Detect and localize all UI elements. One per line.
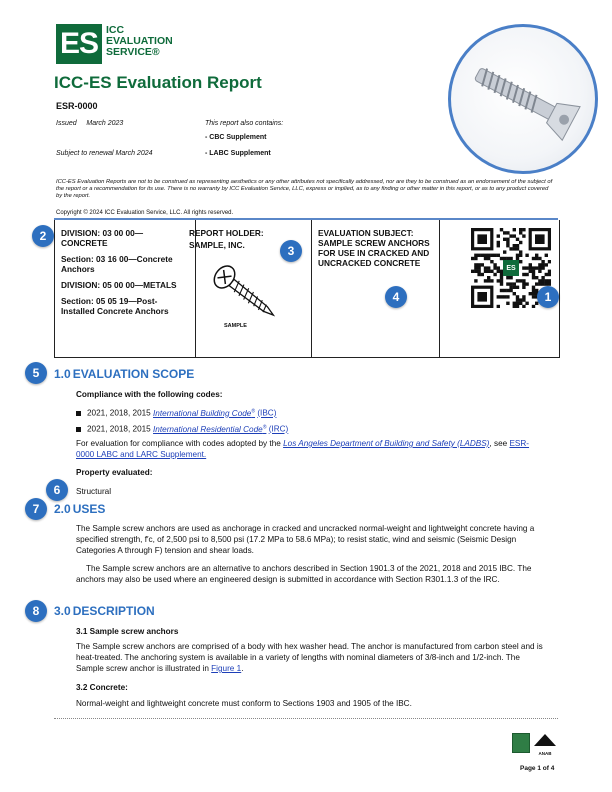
callout-badge-4: 4 bbox=[385, 286, 407, 308]
section-2-heading bbox=[54, 502, 105, 516]
qr-module bbox=[548, 273, 551, 276]
qr-module bbox=[541, 266, 544, 269]
qr-module bbox=[525, 266, 528, 269]
qr-module bbox=[516, 238, 519, 241]
qr-module bbox=[497, 234, 500, 237]
qr-module bbox=[519, 254, 522, 257]
qr-module bbox=[538, 279, 541, 282]
qr-module bbox=[522, 279, 525, 282]
property-value: Structural bbox=[76, 487, 112, 496]
qr-module bbox=[477, 266, 480, 269]
qr-module bbox=[506, 302, 509, 305]
qr-module bbox=[529, 263, 532, 266]
qr-module bbox=[532, 270, 535, 273]
qr-module bbox=[497, 279, 500, 282]
qr-module bbox=[513, 244, 516, 247]
report-holder-name: SAMPLE, INC. bbox=[189, 240, 245, 250]
qr-module bbox=[509, 289, 512, 292]
qr-module bbox=[522, 295, 525, 298]
qr-module bbox=[471, 270, 474, 273]
qr-module bbox=[535, 257, 538, 260]
qr-module bbox=[500, 289, 503, 292]
subsection-3-1-text: The Sample screw anchors are comprised of a body with hex washer head. The anchor is manufactured from carbon steel and is heat-treated. The anchoring system is available in a variety of lengths with nominal diameters of 3/8-inch and 1/2-inch. The Sample screw anchor is illustrated in Figure 1. bbox=[76, 642, 543, 673]
qr-module bbox=[506, 241, 509, 244]
irc-link[interactable]: International Residential Code® bbox=[153, 424, 267, 434]
qr-module bbox=[487, 257, 490, 260]
qr-module bbox=[519, 298, 522, 301]
qr-module bbox=[500, 279, 503, 282]
qr-module bbox=[541, 263, 544, 266]
qr-module bbox=[484, 270, 487, 273]
qr-module bbox=[535, 276, 538, 279]
qr-module bbox=[509, 276, 512, 279]
qr-module bbox=[522, 234, 525, 237]
code-ibc-item bbox=[76, 406, 276, 419]
qr-center-text: ES bbox=[506, 265, 516, 273]
qr-module bbox=[532, 292, 535, 295]
qr-module bbox=[541, 279, 544, 282]
qr-module bbox=[519, 302, 522, 305]
qr-module bbox=[493, 254, 496, 257]
qr-module bbox=[487, 276, 490, 279]
section-3-title: DESCRIPTION bbox=[72, 604, 155, 618]
qr-module bbox=[538, 266, 541, 269]
qr-module bbox=[522, 282, 525, 285]
qr-module bbox=[532, 276, 535, 279]
copyright: Copyright © 2024 ICC Evaluation Service, LLC. All rights reserved. bbox=[56, 210, 234, 216]
subsection-3-2-heading: 3.2 Concrete: bbox=[76, 683, 128, 692]
evaluation-subject: EVALUATION SUBJECT: SAMPLE SCREW ANCHORS FOR USE IN CRACKED AND UNCRACKED CONCRETE bbox=[318, 228, 430, 268]
anab-logo bbox=[534, 733, 556, 756]
qr-module bbox=[484, 279, 487, 282]
uses-paragraph-2: The Sample screw anchors are an alternative to anchors described in Section 1901.3 of the 2021, 2018 and 2015 IBC. The anchors may also be used where an engineered design is submitted in accordance with Section R301.1.3 of the IRC. bbox=[76, 564, 532, 584]
figure-1-link[interactable]: Figure 1 bbox=[211, 664, 242, 673]
qr-module bbox=[503, 257, 506, 260]
ladbs-paragraph bbox=[76, 438, 546, 460]
qr-module bbox=[538, 282, 541, 285]
qr-module bbox=[513, 292, 516, 295]
qr-module bbox=[490, 279, 493, 282]
report-title: ICC-ES Evaluation Report bbox=[54, 73, 262, 92]
product-photo bbox=[448, 24, 598, 174]
qr-module bbox=[487, 266, 490, 269]
property-label: Property evaluated: bbox=[76, 468, 153, 477]
qr-module bbox=[484, 257, 487, 260]
ladbs-supplement-link[interactable]: ESR-0000 LABC and LARC Supplement. bbox=[76, 439, 530, 459]
qr-module bbox=[500, 257, 503, 260]
qr-module bbox=[529, 266, 532, 269]
ibc-name: International Building Code bbox=[153, 408, 252, 418]
qr-module bbox=[493, 273, 496, 276]
qr-module bbox=[500, 270, 503, 273]
es-logo: ES bbox=[56, 24, 102, 64]
qr-module bbox=[545, 254, 548, 257]
qr-module bbox=[497, 266, 500, 269]
qr-module bbox=[490, 254, 493, 257]
esr-number: ESR-0000 bbox=[56, 101, 98, 111]
qr-module bbox=[497, 244, 500, 247]
ladbs-link[interactable]: Los Angeles Department of Building and Safety (LADBS) bbox=[283, 439, 490, 448]
qr-module bbox=[497, 254, 500, 257]
callout-badge-6: 6 bbox=[46, 479, 68, 501]
logo-line-1: ICC bbox=[106, 24, 125, 36]
qr-module bbox=[506, 289, 509, 292]
callout-badge-7: 7 bbox=[25, 498, 47, 520]
division-1: DIVISION: 03 00 00—CONCRETE bbox=[61, 228, 144, 248]
qr-module bbox=[513, 302, 516, 305]
qr-module bbox=[506, 276, 509, 279]
qr-module bbox=[548, 279, 551, 282]
qr-module bbox=[519, 228, 522, 231]
qr-module bbox=[509, 257, 512, 260]
qr-module bbox=[484, 254, 487, 257]
qr-module bbox=[516, 295, 519, 298]
disclaimer-text: ICC-ES Evaluation Reports are not to be construed as representing aesthetics or any other attributes not specifically addressed, nor are they to be construed as an endorsement of the subject of the report or a recommendation for its use. There is no warranty by ICC Evaluation Service, LLC, express or implied, as to any finding or other matter in this report, or as to any product covered by the report. bbox=[56, 179, 553, 199]
qr-module bbox=[516, 254, 519, 257]
qr-module bbox=[506, 257, 509, 260]
ibc-abbr-link[interactable]: (IBC) bbox=[257, 408, 277, 418]
bullet-icon bbox=[76, 427, 81, 432]
qr-module bbox=[532, 257, 535, 260]
bullet-icon bbox=[76, 411, 81, 416]
qr-module bbox=[474, 270, 477, 273]
qr-module bbox=[541, 260, 544, 263]
ladbs-mid: , see bbox=[489, 439, 508, 448]
footer-green-logo-icon bbox=[512, 733, 530, 753]
qr-module bbox=[503, 238, 506, 241]
screw-label: SAMPLE bbox=[224, 323, 247, 329]
qr-module bbox=[477, 270, 480, 273]
qr-module bbox=[474, 257, 477, 260]
ibc-link[interactable]: International Building Code® bbox=[153, 408, 256, 418]
qr-module bbox=[474, 279, 477, 282]
qr-module bbox=[525, 282, 528, 285]
qr-module bbox=[506, 238, 509, 241]
qr-module bbox=[474, 254, 477, 257]
screw-photo-icon bbox=[451, 27, 595, 171]
issued-label: Issued bbox=[56, 120, 77, 127]
callout-badge-8: 8 bbox=[25, 600, 47, 622]
qr-module bbox=[519, 260, 522, 263]
qr-module bbox=[548, 260, 551, 263]
qr-module bbox=[545, 263, 548, 266]
qr-module bbox=[509, 247, 512, 250]
qr-module bbox=[532, 266, 535, 269]
page-number: Page 1 of 4 bbox=[520, 765, 555, 772]
qr-module bbox=[545, 273, 548, 276]
section-3-heading bbox=[54, 604, 155, 618]
qr-module bbox=[516, 257, 519, 260]
qr-module bbox=[513, 286, 516, 289]
qr-module bbox=[522, 228, 525, 231]
qr-module bbox=[516, 247, 519, 250]
qr-module bbox=[516, 305, 519, 308]
qr-finder bbox=[477, 292, 487, 302]
qr-module bbox=[506, 282, 509, 285]
section-1-heading bbox=[54, 367, 194, 381]
qr-module bbox=[513, 228, 516, 231]
qr-module bbox=[519, 241, 522, 244]
qr-module bbox=[516, 244, 519, 247]
qr-module bbox=[541, 282, 544, 285]
screw-drawing-icon bbox=[205, 258, 285, 328]
qr-module bbox=[481, 273, 484, 276]
labc-supplement: - LABC Supplement bbox=[205, 150, 271, 157]
qr-module bbox=[529, 292, 532, 295]
qr-module bbox=[538, 270, 541, 273]
qr-module bbox=[535, 266, 538, 269]
qr-module bbox=[538, 263, 541, 266]
callout-badge-5: 5 bbox=[25, 362, 47, 384]
qr-module bbox=[513, 234, 516, 237]
qr-module bbox=[516, 286, 519, 289]
qr-module bbox=[474, 263, 477, 266]
qr-module bbox=[522, 298, 525, 301]
report-holder-label: REPORT HOLDER: bbox=[189, 228, 264, 238]
qr-module bbox=[516, 302, 519, 305]
division-column bbox=[55, 220, 196, 357]
qr-module bbox=[500, 276, 503, 279]
callout-badge-3: 3 bbox=[280, 240, 302, 262]
qr-module bbox=[522, 305, 525, 308]
anab-text: ANAB bbox=[538, 751, 552, 756]
irc-abbr-link[interactable]: (IRC) bbox=[268, 424, 289, 434]
compliance-label: Compliance with the following codes: bbox=[76, 390, 223, 399]
logo-line-2: EVALUATION bbox=[106, 35, 173, 47]
qr-module bbox=[535, 254, 538, 257]
qr-module bbox=[516, 298, 519, 301]
qr-module bbox=[525, 273, 528, 276]
qr-module bbox=[503, 295, 506, 298]
qr-module bbox=[532, 273, 535, 276]
qr-module bbox=[503, 231, 506, 234]
qr-module bbox=[532, 305, 535, 308]
qr-module bbox=[484, 266, 487, 269]
qr-module bbox=[497, 295, 500, 298]
section-1: Section: 03 16 00—Concrete Anchors bbox=[61, 254, 173, 274]
qr-module bbox=[519, 279, 522, 282]
qr-finder bbox=[477, 234, 487, 244]
callout-badge-2: 2 bbox=[32, 225, 54, 247]
qr-module bbox=[538, 257, 541, 260]
qr-module bbox=[545, 279, 548, 282]
qr-module bbox=[497, 270, 500, 273]
qr-module bbox=[490, 270, 493, 273]
section-2-title: USES bbox=[72, 502, 106, 516]
qr-module bbox=[509, 282, 512, 285]
qr-module bbox=[497, 305, 500, 308]
qr-module bbox=[513, 282, 516, 285]
qr-module bbox=[497, 241, 500, 244]
qr-module bbox=[493, 263, 496, 266]
issued-date: March 2023 bbox=[86, 120, 124, 127]
qr-module bbox=[509, 286, 512, 289]
qr-module bbox=[477, 273, 480, 276]
section-2-number: 2.0 bbox=[54, 502, 71, 516]
section-1-title: EVALUATION SCOPE bbox=[72, 367, 195, 381]
qr-module bbox=[529, 270, 532, 273]
qr-module bbox=[548, 270, 551, 273]
qr-module bbox=[477, 263, 480, 266]
icc-es-logo-text bbox=[106, 25, 173, 58]
qr-module bbox=[509, 234, 512, 237]
issued-line bbox=[56, 120, 123, 127]
section-3-number: 3.0 bbox=[54, 604, 71, 618]
uses-paragraph-1: The Sample screw anchors are used as anchorage in cracked and uncracked normal-weight and lightweight concrete having a specified strength, f′c, of 2,500 psi to 8,500 psi (17.2 MPa to 58.6 MPa); to resist static, wind and seismic (Seismic Design Categories A through F) tension and shear loads. bbox=[76, 524, 535, 555]
qr-module bbox=[522, 286, 525, 289]
subsection-3-1-body: The Sample screw anchors are comprised of a body with hex washer head. The anchor is manufactured from carbon steel and is heat-treated. The anchoring system is available in a variety of lengths with nominal diameters of 3/8-inch and 1/2-inch. The Sample screw anchor is illustrated in bbox=[76, 642, 543, 673]
irc-years: 2021, 2018, 2015 bbox=[87, 424, 151, 434]
section-1-number: 1.0 bbox=[54, 367, 71, 381]
division-2: DIVISION: 05 00 00—METALS bbox=[61, 280, 177, 290]
qr-module bbox=[481, 263, 484, 266]
qr-finder bbox=[535, 234, 545, 244]
irc-name: International Residential Code bbox=[153, 424, 263, 434]
qr-module bbox=[532, 295, 535, 298]
code-irc-item bbox=[76, 422, 288, 435]
qr-module bbox=[500, 273, 503, 276]
qr-module bbox=[471, 257, 474, 260]
ibc-years: 2021, 2018, 2015 bbox=[87, 408, 151, 418]
also-contains-label: This report also contains: bbox=[205, 120, 284, 127]
qr-module bbox=[522, 266, 525, 269]
qr-module bbox=[477, 254, 480, 257]
qr-module bbox=[500, 228, 503, 231]
qr-module bbox=[493, 266, 496, 269]
qr-module bbox=[522, 273, 525, 276]
qr-module bbox=[487, 279, 490, 282]
qr-module bbox=[481, 254, 484, 257]
qr-module bbox=[519, 231, 522, 234]
qr-module bbox=[532, 286, 535, 289]
section-2: Section: 05 05 19—Post-Installed Concrete Anchors bbox=[61, 296, 169, 316]
cbc-supplement: - CBC Supplement bbox=[205, 134, 267, 141]
qr-module bbox=[506, 231, 509, 234]
qr-module bbox=[503, 289, 506, 292]
subsection-3-2-text: Normal-weight and lightweight concrete must conform to Sections 1903 and 1905 of the IBC. bbox=[76, 699, 412, 708]
qr-module bbox=[541, 276, 544, 279]
renewal-line: Subject to renewal March 2024 bbox=[56, 150, 153, 157]
ladbs-pre: For evaluation for compliance with codes adopted by the bbox=[76, 439, 281, 448]
qr-module bbox=[487, 254, 490, 257]
qr-module bbox=[487, 270, 490, 273]
qr-module bbox=[500, 282, 503, 285]
qr-module bbox=[519, 250, 522, 253]
qr-module bbox=[506, 244, 509, 247]
footer-divider bbox=[54, 718, 558, 719]
qr-module bbox=[500, 295, 503, 298]
logo-line-3: SERVICE® bbox=[106, 46, 160, 58]
qr-module bbox=[474, 266, 477, 269]
qr-module bbox=[525, 302, 528, 305]
evaluation-subject-column bbox=[312, 220, 440, 357]
qr-module bbox=[490, 260, 493, 263]
qr-module bbox=[525, 254, 528, 257]
qr-module bbox=[503, 250, 506, 253]
info-box bbox=[54, 220, 560, 358]
qr-module bbox=[506, 295, 509, 298]
qr-module bbox=[516, 279, 519, 282]
subsection-3-1-heading: 3.1 Sample screw anchors bbox=[76, 627, 179, 636]
anab-mark-icon bbox=[534, 734, 556, 746]
qr-module bbox=[513, 305, 516, 308]
callout-badge-1: 1 bbox=[537, 286, 559, 308]
qr-module bbox=[513, 247, 516, 250]
qr-module bbox=[535, 282, 538, 285]
qr-module bbox=[532, 289, 535, 292]
